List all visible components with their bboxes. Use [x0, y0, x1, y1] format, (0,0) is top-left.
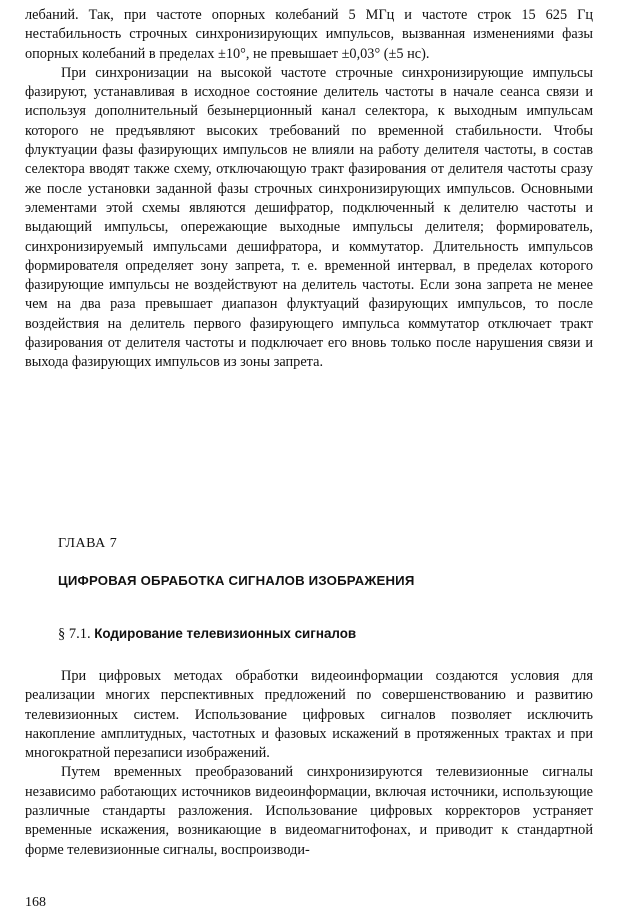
- bottom-text-block: [25, 667, 593, 860]
- paragraph-digital-methods: При цифровых методах обработки видеоинформации создаются условия для реализации многих перспективных предложений по совершенствованию и развитию телевизионных систем. Использование цифровых сигналов позволяет исключить накопление амплитудных, частотных и фазовых искажений в протяженных трактах и при многократной перезаписи изображений.: [25, 668, 593, 762]
- paragraph-synchronization: При синхронизации на высокой частоте строчные синхронизирующие импульсы фазируют, устанавливая в исходное состояние делитель частоты в начале сеанса связи и используя дополнительный безынерционный канал селектора, к выходным импульсам которого не предъявляют высоких требований по временной стабильности. Чтобы флуктуации фазы фазирующих импульсов не влияли на работу делителя частоты, в состав селектора вводят также схему, отключающую тракт фазирования от делителя частоты сразу же после установки заданной фазы строчных синхронизирующих импульсов. Основными элементами этой схемы являются дешифратор, подключенный к делителю частоты и выдающий импульсы, опережающие выходные импульсы делителя; формирователь, синхронизируемый импульсами дешифратора, и коммутатор. Длительность импульсов формирователя определяет зону запрета, т. е. временной интервал, в пределах которого фазирующие импульсы не воздействуют на делитель частоты. Если зона запрета не менее чем на два раза превышает диапазон флуктуаций фазирующих импульсов, то после воздействия на делитель первого фазирующего импульса коммутатор отключает тракт фазирования от делителя частоты и подключает его вновь только после нарушения связи и выхода фазирующих импульсов из зоны запрета.: [25, 64, 593, 371]
- section-title: Кодирование телевизионных сигналов: [94, 626, 357, 641]
- top-text-block: [25, 6, 593, 373]
- section-number: § 7.1.: [58, 626, 91, 642]
- paragraph-continued: лебаний. Так, при частоте опорных колебаний 5 МГц и частоте строк 15 625 Гц нестабильность строчных синхронизирующих импульсов, вызванная изменениями фазы опорных колебаний в пределах ±10°, не превышает ±0,03° (±5 нс).: [25, 7, 593, 62]
- paragraph-time-conversion: Путем временных преобразований синхронизируются телевизионные сигналы независимо работающих источников видеоинформации, включая источники, использующие различные стандарты разложения. Использование цифровых корректоров устраняет временные искажения, возникающие в видеомагнитофонах, и приводит к стандартной форме телевизионные сигналы, воспроизводи-: [25, 764, 593, 858]
- page-number: 168: [25, 895, 46, 910]
- book-page: [25, 0, 593, 923]
- chapter-label: ГЛАВА 7: [58, 536, 118, 551]
- chapter-title: ЦИФРОВАЯ ОБРАБОТКА СИГНАЛОВ ИЗОБРАЖЕНИЯ: [58, 573, 415, 588]
- section-heading: [58, 626, 356, 643]
